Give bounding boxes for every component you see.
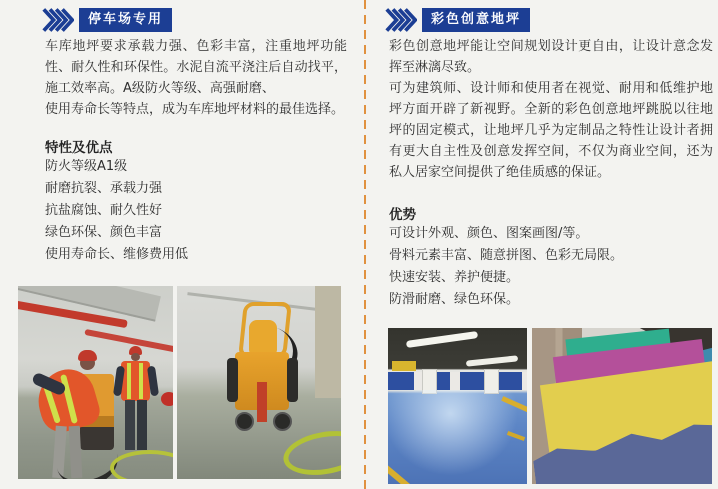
floor-reflection — [388, 390, 527, 484]
beige-wall — [315, 286, 341, 398]
yellow-sign — [392, 361, 416, 371]
worker-head — [131, 353, 140, 361]
advantage-item: 防滑耐磨、绿色环保。 — [389, 292, 520, 307]
red-helmet — [78, 350, 97, 361]
blue-wall-panels — [388, 372, 527, 390]
green-hose — [110, 450, 173, 479]
left-paragraph-1: 车库地坪要求承载力强、色彩丰富，注重地坪功能性、耐久性和环保性。水泥自流平浇注后自动找平，施工效率高。A级防火等级、高强耐磨、 — [45, 39, 347, 96]
features-list — [45, 156, 188, 266]
machine-pod — [287, 358, 298, 402]
worker-standing-vest — [121, 361, 150, 401]
advantage-item: 可设计外观、颜色、图案画图/等。 — [389, 226, 589, 241]
advantage-item: 快速安装、养护便捷。 — [389, 270, 520, 285]
advantages-title: 优势 — [389, 207, 416, 223]
machine-wheel — [273, 412, 292, 431]
machine-head — [249, 320, 277, 354]
right-intro-text — [389, 36, 713, 183]
advantage-item: 骨料元素丰富、随意拼图、色彩无局限。 — [389, 248, 624, 263]
left-section-title: 停车场专用 — [79, 8, 172, 32]
chevrons-icon — [42, 8, 74, 32]
right-section-title: 彩色创意地坪 — [422, 8, 530, 32]
left-intro-text — [45, 36, 347, 120]
photo-leveling-machine-closeup — [177, 286, 341, 479]
right-section-header — [385, 8, 530, 32]
vest-stripe — [127, 363, 131, 399]
right-paragraph-2: 可为建筑师、设计师和使用者在视觉、耐用和低维护地坪方面开辟了新视野。全新的彩色创意地坪跳脱以往地坪的固定模式，让地坪几乎为定制品之特性让设计者拥有更大自主性及创意发挥空间，不仅为商业空间，还为私人居家空间提供了绝佳质感的保证。 — [389, 81, 713, 180]
feature-item: 防火等级A1级 — [45, 159, 128, 174]
feature-item: 抗盐腐蚀、耐久性好 — [45, 203, 163, 218]
green-hose — [280, 425, 341, 479]
left-section-header — [42, 8, 172, 32]
worker-leg — [125, 400, 135, 450]
fluorescent-light — [406, 331, 478, 348]
left-paragraph-2: 使用寿命长等特点，成为车库地坪材料的最佳选择。 — [45, 102, 345, 117]
feature-item: 耐磨抗裂、承载力强 — [45, 181, 163, 196]
feature-item: 绿色环保、颜色丰富 — [45, 225, 163, 240]
right-paragraph-1: 彩色创意地坪能让空间规划设计更自由，让设计意念发挥至淋漓尽致。 — [389, 39, 713, 75]
vest-stripe — [139, 363, 143, 399]
photo-colorful-floor — [532, 328, 712, 484]
machine-red-part — [257, 382, 267, 422]
machine-wheel — [235, 412, 254, 431]
red-bucket — [161, 392, 173, 406]
photo-workers-cement-leveling — [18, 286, 173, 479]
feature-item: 使用寿命长、维修费用低 — [45, 247, 189, 262]
features-title: 特性及优点 — [45, 140, 113, 156]
chevrons-icon — [385, 8, 417, 32]
column-divider — [364, 0, 366, 489]
advantages-list — [389, 223, 623, 311]
photo-blue-epoxy-garage — [388, 328, 527, 484]
fluorescent-light — [466, 355, 518, 366]
machine-pod — [227, 358, 238, 402]
worker-leg — [137, 400, 147, 450]
